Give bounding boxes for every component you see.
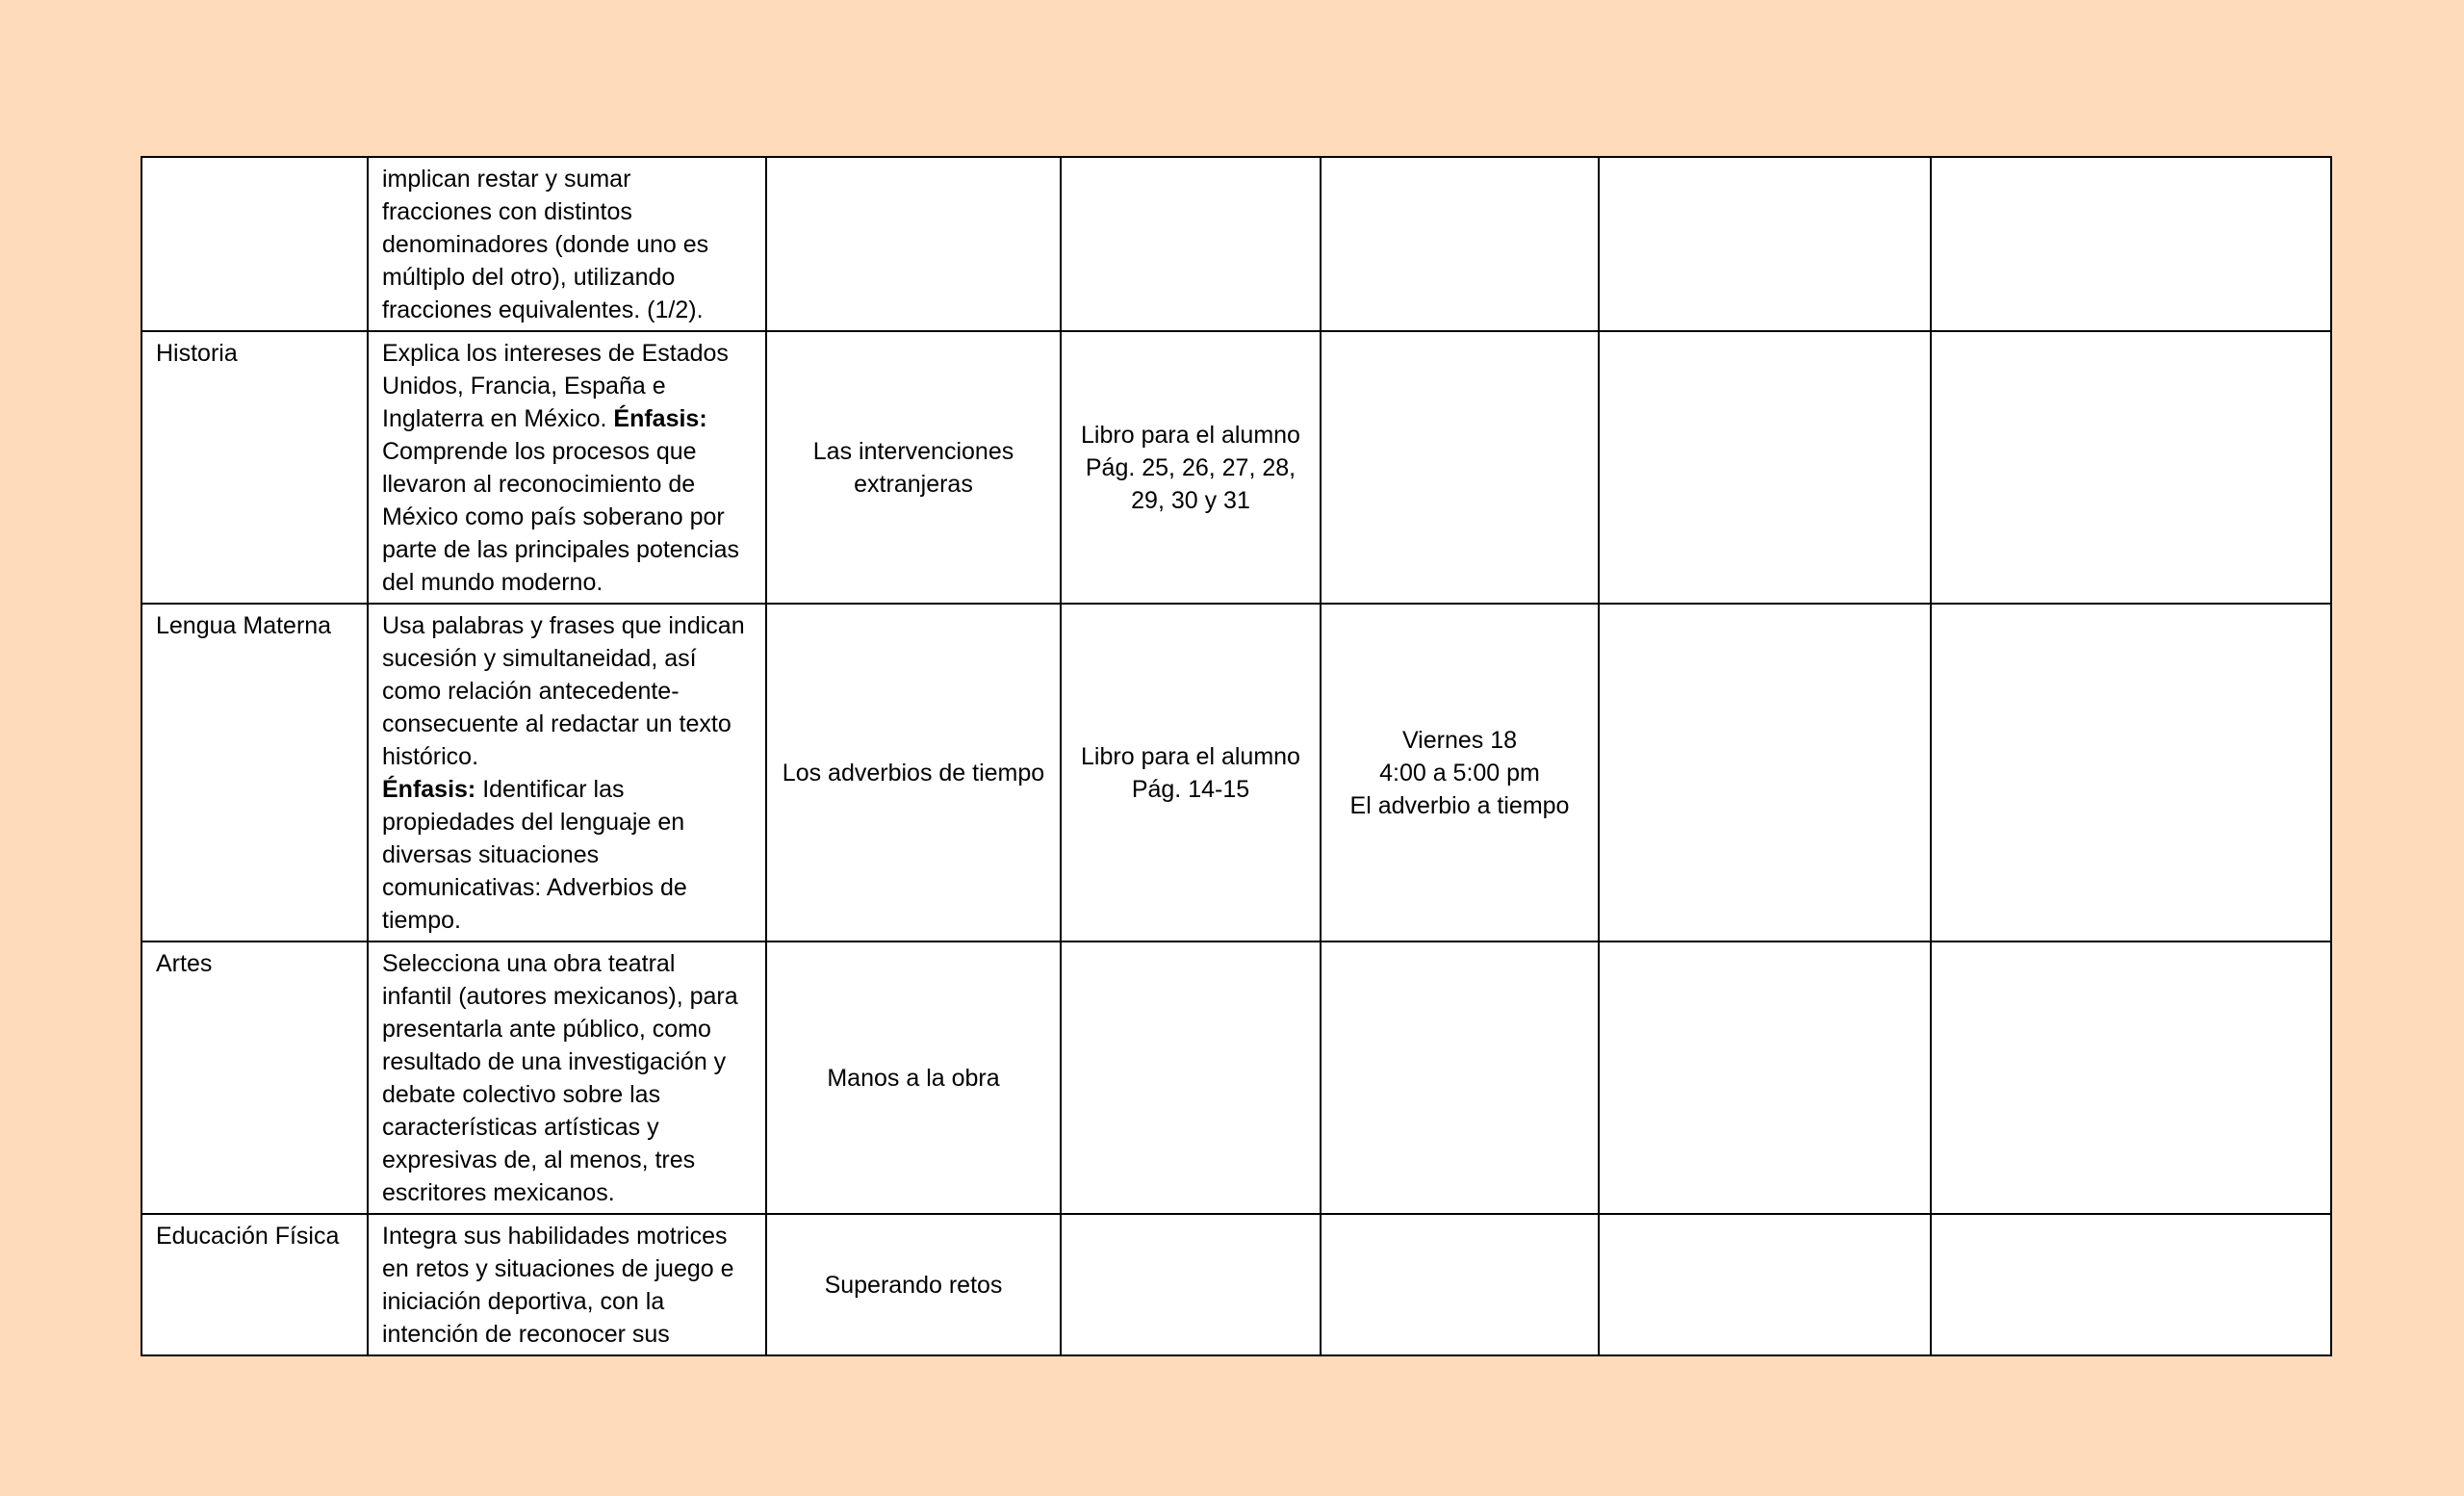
empty-cell bbox=[1931, 157, 2331, 331]
learning-line: Explica los intereses de Estados bbox=[382, 340, 729, 367]
topic-cell bbox=[766, 941, 1061, 1214]
learning-cell bbox=[368, 331, 766, 604]
empty-cell bbox=[1599, 941, 1931, 1214]
empty-cell bbox=[1599, 157, 1931, 331]
table-row bbox=[141, 157, 2331, 331]
learning-line: debate colectivo sobre las bbox=[382, 1081, 661, 1108]
learning-line: diversas situaciones bbox=[382, 841, 600, 868]
learning-line: presentarla ante público, como bbox=[382, 1016, 711, 1043]
subject-cell bbox=[141, 157, 368, 331]
empty-cell bbox=[1931, 604, 2331, 941]
learning-line: Selecciona una obra teatral bbox=[382, 950, 676, 977]
learning-line: parte de las principales potencias bbox=[382, 536, 740, 563]
subject-cell bbox=[141, 331, 368, 604]
learning-line: resultado de una investigación y bbox=[382, 1048, 727, 1075]
emphasis-label: Énfasis: bbox=[382, 776, 476, 803]
program-cell bbox=[1321, 157, 1599, 331]
learning-line: del mundo moderno. bbox=[382, 569, 603, 596]
program-cell bbox=[1321, 1214, 1599, 1355]
learning-line bbox=[382, 773, 752, 806]
learning-text: Inglaterra en México. bbox=[382, 405, 614, 432]
learning-line: fracciones equivalentes. (1/2). bbox=[382, 297, 704, 323]
topic-line: Manos a la obra bbox=[827, 1064, 1000, 1092]
topic-cell bbox=[766, 331, 1061, 604]
program-line: El adverbio a tiempo bbox=[1349, 791, 1570, 819]
learning-line: Usa palabras y frases que indican bbox=[382, 612, 745, 639]
material-line: 29, 30 y 31 bbox=[1131, 486, 1250, 514]
table-row bbox=[141, 604, 2331, 941]
subject-name: Lengua Materna bbox=[156, 612, 332, 639]
topic-line: extranjeras bbox=[854, 470, 973, 498]
learning-line: consecuente al redactar un texto bbox=[382, 710, 732, 737]
program-cell bbox=[1321, 604, 1599, 941]
material-cell bbox=[1061, 604, 1321, 941]
learning-line bbox=[382, 402, 752, 435]
learning-line: tiempo. bbox=[382, 907, 461, 934]
learning-line: propiedades del lenguaje en bbox=[382, 809, 685, 836]
learning-line: implican restar y sumar bbox=[382, 166, 631, 193]
learning-line: llevaron al reconocimiento de bbox=[382, 471, 696, 498]
learning-line: en retos y situaciones de juego e bbox=[382, 1255, 734, 1282]
learning-line: Integra sus habilidades motrices bbox=[382, 1223, 728, 1250]
program-cell bbox=[1321, 331, 1599, 604]
learning-line: múltiplo del otro), utilizando bbox=[382, 264, 676, 291]
empty-cell bbox=[1931, 331, 2331, 604]
material-line: Libro para el alumno bbox=[1081, 742, 1300, 770]
empty-cell bbox=[1931, 1214, 2331, 1355]
topic-line: Los adverbios de tiempo bbox=[782, 759, 1045, 787]
learning-cell bbox=[368, 604, 766, 941]
subject-name: Artes bbox=[156, 950, 213, 977]
learning-line: intención de reconocer sus bbox=[382, 1321, 670, 1348]
subject-name: Educación Física bbox=[156, 1223, 340, 1250]
learning-text: Identificar las bbox=[475, 776, 625, 803]
topic-line: Las intervenciones bbox=[812, 437, 1014, 465]
learning-line: sucesión y simultaneidad, así bbox=[382, 645, 697, 672]
learning-line: expresivas de, al menos, tres bbox=[382, 1147, 696, 1174]
learning-cell bbox=[368, 1214, 766, 1355]
learning-line: Comprende los procesos que bbox=[382, 438, 697, 465]
topic-cell bbox=[766, 1214, 1061, 1355]
empty-cell bbox=[1599, 1214, 1931, 1355]
material-line: Libro para el alumno bbox=[1081, 421, 1300, 449]
material-cell bbox=[1061, 157, 1321, 331]
learning-line: histórico. bbox=[382, 743, 479, 770]
learning-line: México como país soberano por bbox=[382, 503, 725, 530]
material-cell bbox=[1061, 331, 1321, 604]
learning-line: infantil (autores mexicanos), para bbox=[382, 983, 738, 1010]
topic-cell bbox=[766, 157, 1061, 331]
material-line: Pág. 14-15 bbox=[1131, 775, 1250, 803]
learning-line: iniciación deportiva, con la bbox=[382, 1288, 665, 1315]
table-row bbox=[141, 331, 2331, 604]
learning-line: características artísticas y bbox=[382, 1114, 659, 1141]
program-line: Viernes 18 bbox=[1401, 726, 1518, 754]
program-cell bbox=[1321, 941, 1599, 1214]
material-cell bbox=[1061, 941, 1321, 1214]
schedule-table bbox=[141, 156, 2332, 1356]
material-line: Pág. 25, 26, 27, 28, bbox=[1085, 453, 1296, 481]
empty-cell bbox=[1931, 941, 2331, 1214]
topic-line: Superando retos bbox=[824, 1271, 1003, 1299]
learning-cell bbox=[368, 941, 766, 1214]
topic-cell bbox=[766, 604, 1061, 941]
learning-cell bbox=[368, 157, 766, 331]
learning-line: como relación antecedente- bbox=[382, 678, 680, 705]
learning-line: escritores mexicanos. bbox=[382, 1179, 615, 1206]
subject-cell bbox=[141, 1214, 368, 1355]
subject-name: Historia bbox=[156, 340, 238, 367]
subject-cell bbox=[141, 604, 368, 941]
program-line: 4:00 a 5:00 pm bbox=[1379, 759, 1540, 787]
learning-line: denominadores (donde uno es bbox=[382, 231, 709, 258]
emphasis-label: Énfasis: bbox=[613, 405, 707, 432]
empty-cell bbox=[1599, 331, 1931, 604]
learning-line: fracciones con distintos bbox=[382, 198, 632, 225]
material-cell bbox=[1061, 1214, 1321, 1355]
learning-line: comunicativas: Adverbios de bbox=[382, 874, 687, 901]
empty-cell bbox=[1599, 604, 1931, 941]
table-row bbox=[141, 1214, 2331, 1355]
subject-cell bbox=[141, 941, 368, 1214]
table-row bbox=[141, 941, 2331, 1214]
learning-line: Unidos, Francia, España e bbox=[382, 373, 666, 400]
